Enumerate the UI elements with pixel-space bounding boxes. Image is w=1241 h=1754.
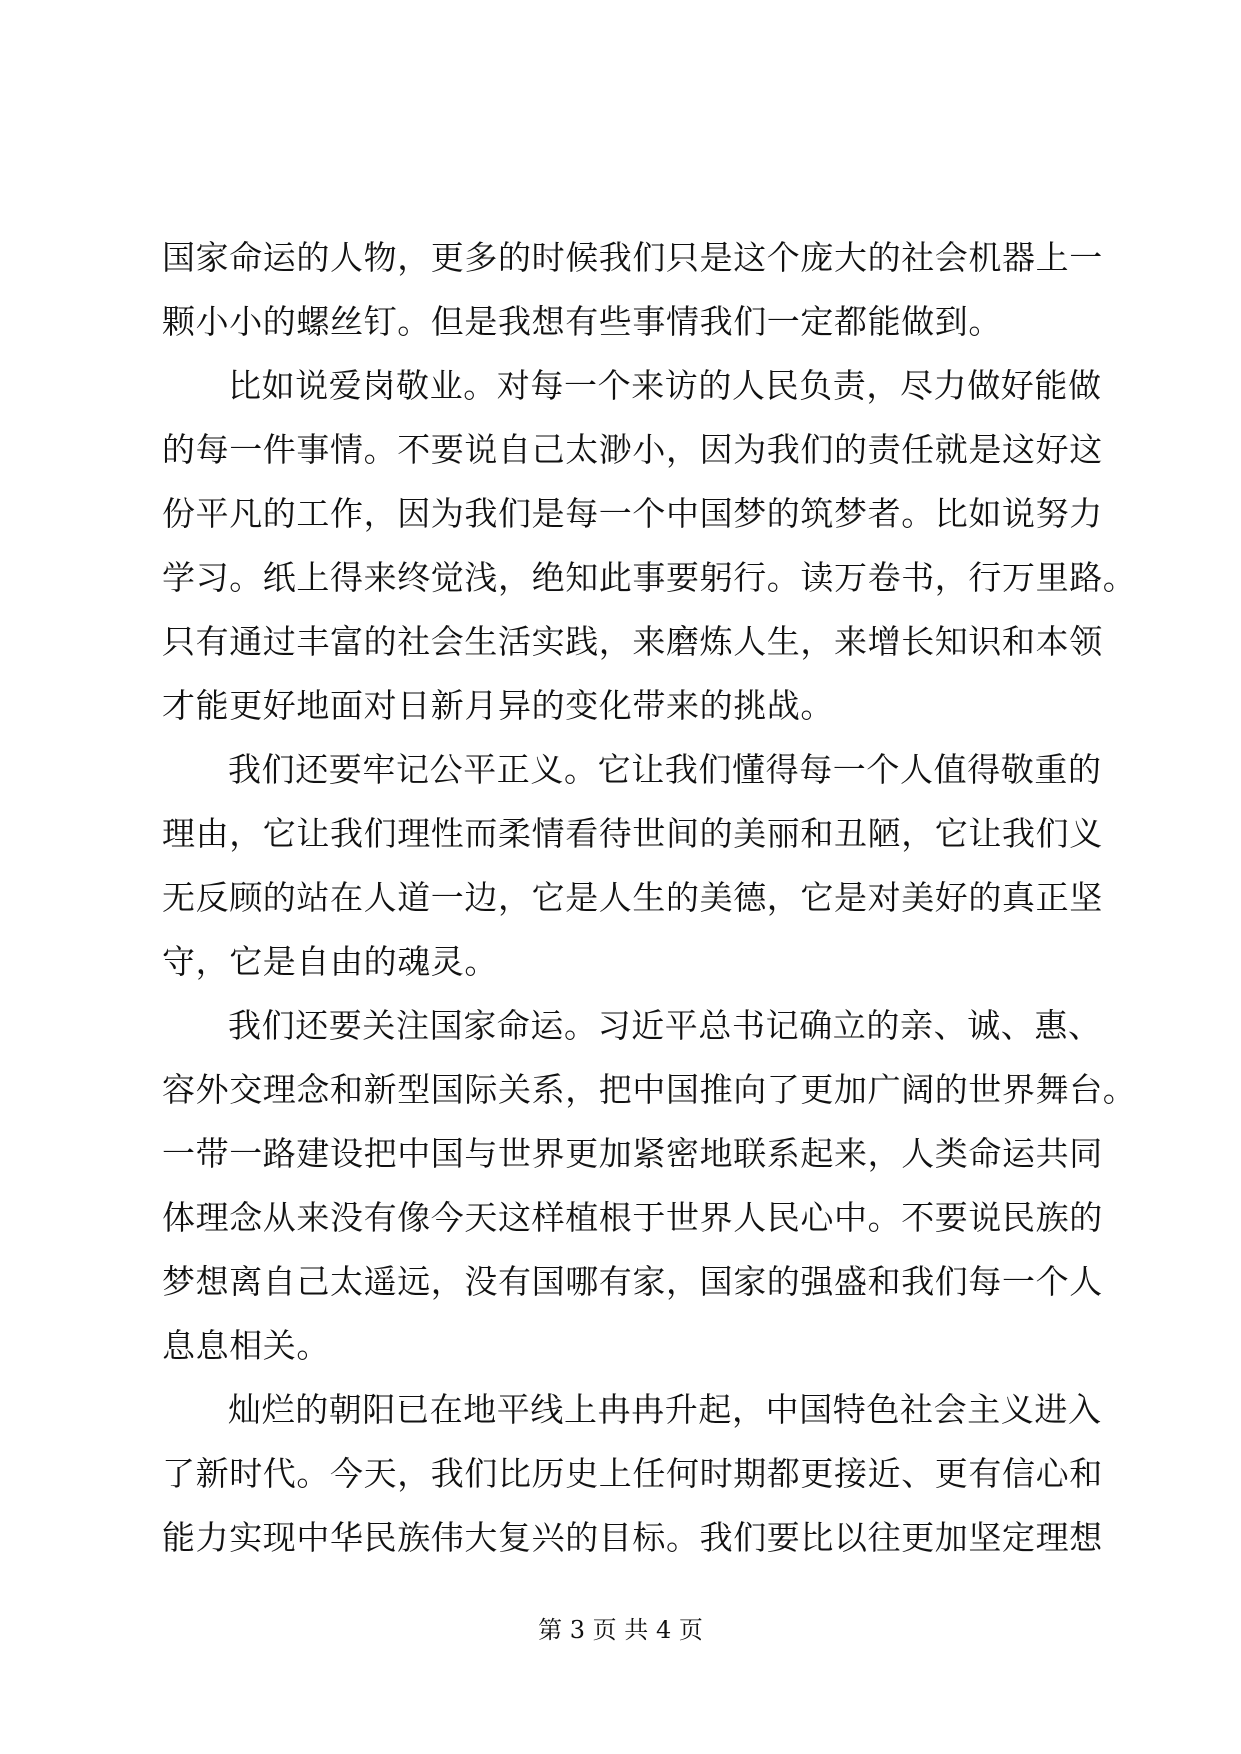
text-line: 体理念从来没有像今天这样植根于世界人民心中。不要说民族的 — [162, 1198, 1103, 1237]
body-text — [162, 226, 1137, 1570]
paragraph-start-line: 比如说爱岗敬业。对每一个来访的人民负责，尽力做好能做 — [228, 366, 1102, 405]
text-line: 了新时代。今天，我们比历史上任何时期都更接近、更有信心和 — [162, 1454, 1103, 1493]
text-line: 理由，它让我们理性而柔情看待世间的美丽和丑陋，它让我们义 — [162, 814, 1103, 853]
text-line: 守，它是自由的魂灵。 — [162, 942, 498, 981]
text-line: 能力实现中华民族伟大复兴的目标。我们要比以往更加坚定理想 — [162, 1518, 1103, 1557]
page-number: 第 3 页 共 4 页 — [538, 1616, 703, 1644]
paragraph-start-line: 我们还要牢记公平正义。它让我们懂得每一个人值得敬重的 — [228, 750, 1102, 789]
text-line: 份平凡的工作，因为我们是每一个中国梦的筑梦者。比如说努力 — [162, 494, 1103, 533]
text-line: 容外交理念和新型国际关系，把中国推向了更加广阔的世界舞台。 — [162, 1070, 1137, 1109]
text-line: 才能更好地面对日新月异的变化带来的挑战。 — [162, 686, 834, 725]
paragraph-start-line: 灿烂的朝阳已在地平线上冉冉升起，中国特色社会主义进入 — [228, 1390, 1102, 1429]
text-line: 国家命运的人物，更多的时候我们只是这个庞大的社会机器上一 — [162, 238, 1103, 277]
text-line: 无反顾的站在人道一边，它是人生的美德，它是对美好的真正坚 — [162, 878, 1103, 917]
text-line: 只有通过丰富的社会生活实践，来磨炼人生，来增长知识和本领 — [162, 622, 1103, 661]
text-line: 息息相关。 — [162, 1326, 330, 1365]
page-footer — [0, 1610, 1241, 1645]
text-line: 颗小小的螺丝钉。但是我想有些事情我们一定都能做到。 — [162, 302, 1002, 341]
text-line: 学习。纸上得来终觉浅，绝知此事要躬行。读万卷书，行万里路。 — [162, 558, 1137, 597]
paragraph-start-line: 我们还要关注国家命运。习近平总书记确立的亲、诚、惠、 — [228, 1006, 1102, 1045]
text-line: 梦想离自己太遥远，没有国哪有家，国家的强盛和我们每一个人 — [162, 1262, 1103, 1301]
text-line: 一带一路建设把中国与世界更加紧密地联系起来，人类命运共同 — [162, 1134, 1103, 1173]
text-line: 的每一件事情。不要说自己太渺小，因为我们的责任就是这好这 — [162, 430, 1103, 469]
